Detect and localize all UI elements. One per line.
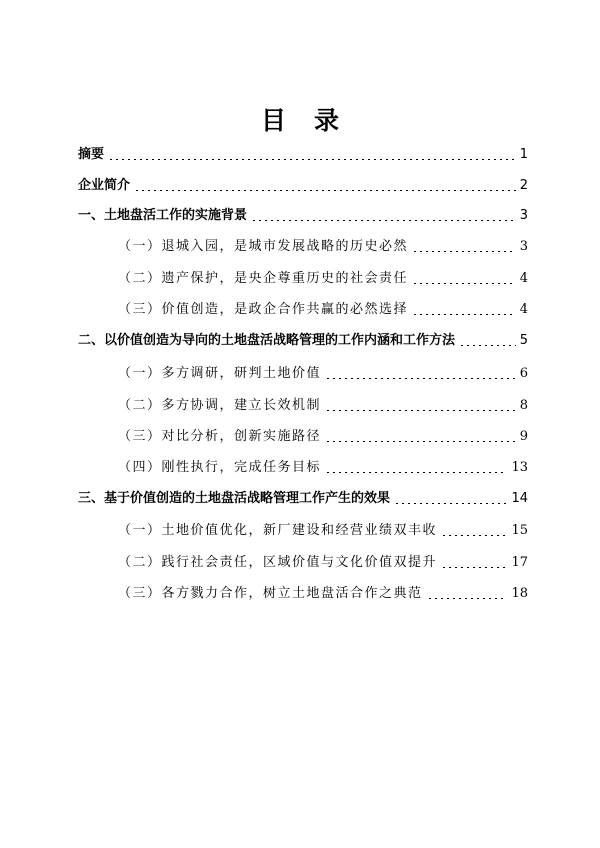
toc-leader-dots — [108, 159, 516, 160]
toc-entry-page: 1 — [519, 147, 528, 162]
toc-entry[interactable] — [78, 364, 528, 384]
toc-entry[interactable] — [78, 206, 528, 226]
toc-entry-page: 3 — [519, 208, 528, 223]
toc-entry-label: （三）各方戮力合作，树立土地盘活合作之典范 — [118, 586, 423, 601]
toc-entry-label: （二）多方协调，建立长效机制 — [118, 398, 322, 413]
toc-entry-page: 6 — [519, 366, 528, 381]
toc-entry-page: 14 — [511, 491, 528, 506]
toc-leader-dots — [441, 535, 507, 536]
toc-leader-dots — [394, 503, 507, 504]
toc-entry-label: （二）遗产保护，是央企尊重历史的社会责任 — [118, 271, 409, 286]
toc-entry-page: 5 — [519, 333, 528, 348]
toc-entry-page: 15 — [511, 523, 528, 538]
toc-entry[interactable] — [78, 427, 528, 447]
toc-entry-page: 4 — [519, 271, 528, 286]
toc-entry-page: 17 — [511, 555, 528, 570]
toc-entry-page: 4 — [519, 302, 528, 317]
toc-leader-dots — [325, 410, 516, 411]
toc-entry[interactable] — [78, 237, 528, 257]
toc-entry[interactable] — [78, 145, 528, 165]
toc-entry-label: （二）践行社会责任，区域价值与文化价值双提升 — [118, 555, 438, 570]
toc-leader-dots — [325, 441, 516, 442]
toc-entry-label: （四）刚性执行，完成任务目标 — [118, 460, 322, 475]
toc-entry-label: 企业简介 — [78, 178, 131, 193]
toc-entry[interactable] — [78, 331, 528, 351]
toc-entry-label: 三、基于价值创造的土地盘活战略管理工作产生的效果 — [78, 491, 391, 506]
toc-leader-dots — [441, 567, 507, 568]
toc-entry-label: （一）退城入园，是城市发展战略的历史必然 — [118, 239, 409, 254]
toc-entry-label: （三）对比分析，创新实施路径 — [118, 429, 322, 444]
toc-entry[interactable] — [78, 489, 528, 509]
toc-entry[interactable] — [78, 269, 528, 289]
toc-entry[interactable] — [78, 521, 528, 541]
toc-entry-page: 8 — [519, 398, 528, 413]
toc-entry-label: （三）价值创造，是政企合作共赢的必然选择 — [118, 302, 409, 317]
toc-entry-label: 二、以价值创造为导向的土地盘活战略管理的工作内涵和工作方法 — [78, 333, 456, 348]
toc-entry[interactable] — [78, 176, 528, 196]
toc-entry[interactable] — [78, 300, 528, 320]
title-char-2: 录 — [314, 106, 340, 135]
toc-entry-label: 一、土地盘活工作的实施背景 — [78, 208, 248, 223]
toc-leader-dots — [251, 220, 516, 221]
toc-leader-dots — [459, 345, 516, 346]
toc-leader-dots — [325, 472, 507, 473]
toc-entry[interactable] — [78, 396, 528, 416]
toc-entry[interactable] — [78, 458, 528, 478]
toc-leader-dots — [412, 283, 516, 284]
toc-entry[interactable] — [78, 553, 528, 573]
toc-leader-dots — [134, 190, 516, 191]
toc-entry-label: （一）土地价值优化，新厂建设和经营业绩双丰收 — [118, 523, 438, 538]
toc-leader-dots — [325, 378, 516, 379]
toc-entry-page: 2 — [519, 178, 528, 193]
toc-leader-dots — [427, 598, 508, 599]
toc-leader-dots — [412, 251, 516, 252]
toc-leader-dots — [412, 314, 516, 315]
toc-entry-page: 9 — [519, 429, 528, 444]
toc-entry-label: （一）多方调研，研判土地价值 — [118, 366, 322, 381]
toc-entry-page: 13 — [511, 460, 528, 475]
toc-entry[interactable] — [78, 584, 528, 604]
toc-entry-label: 摘要 — [78, 147, 105, 162]
toc-entry-page: 18 — [511, 586, 528, 601]
toc-entry-page: 3 — [519, 239, 528, 254]
title-char-1: 目 — [260, 106, 286, 135]
page-title — [0, 104, 600, 138]
